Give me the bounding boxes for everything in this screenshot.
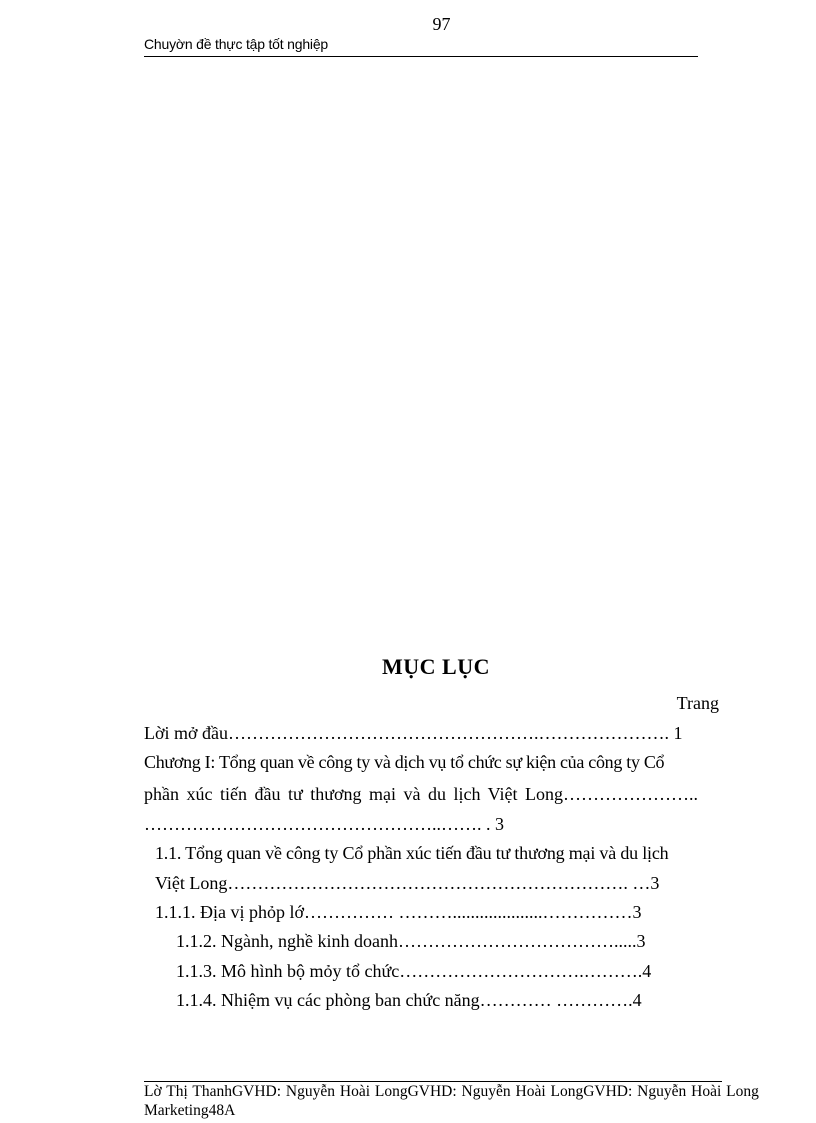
header-divider <box>144 56 698 57</box>
footer-class-line: Marketing48A <box>144 1102 236 1119</box>
toc-entry-1-1-4: 1.1.4. Nhiệm vụ các phòng ban chức năng………… ………….4 <box>176 990 642 1010</box>
page-number: 97 <box>432 14 451 34</box>
running-header-title: Chuyờn đề thực tập tốt nghiệp <box>144 36 328 52</box>
toc-entry-1-1-1: 1.1.1. Địa vị phỏp lớ…………… ………....................……………3 <box>155 902 642 922</box>
toc-entry-chapter-1-line-2: phần xúc tiến đầu tư thương mại và du lịch Việt Long………………….. <box>144 784 699 804</box>
footer-divider <box>144 1081 722 1082</box>
toc-entry-chapter-1-line-3: …………………………………………..……. . 3 <box>144 814 504 834</box>
toc-title: MỤC LỤC <box>382 654 490 679</box>
toc-entry-chapter-1-line-1: Chương I: Tổng quan về công ty và dịch vụ tổ chức sự kiện của công ty Cổ <box>144 752 665 772</box>
toc-page-column-label: Trang <box>676 693 719 713</box>
toc-entry-1-1-2: 1.1.2. Ngành, nghề kinh doanh……………………………….....3 <box>176 931 646 951</box>
footer-author-line: Lờ Thị ThanhGVHD: Nguyễn Hoài LongGVHD: Nguyễn Hoài LongGVHD: Nguyễn Hoài Long <box>144 1083 759 1100</box>
toc-entry-1-1-3: 1.1.3. Mô hình bộ mỏy tổ chức………………………….……….4 <box>176 961 652 981</box>
toc-entry-1-1-line-1: 1.1. Tổng quan về công ty Cổ phần xúc tiến đầu tư thương mại và du lịch <box>155 843 669 863</box>
toc-entry-preface: Lời mở đầu…………………………………………….…………………. 1 <box>144 723 683 743</box>
toc-entry-1-1-line-2: Việt Long…………………………………………………………. …3 <box>155 873 660 893</box>
